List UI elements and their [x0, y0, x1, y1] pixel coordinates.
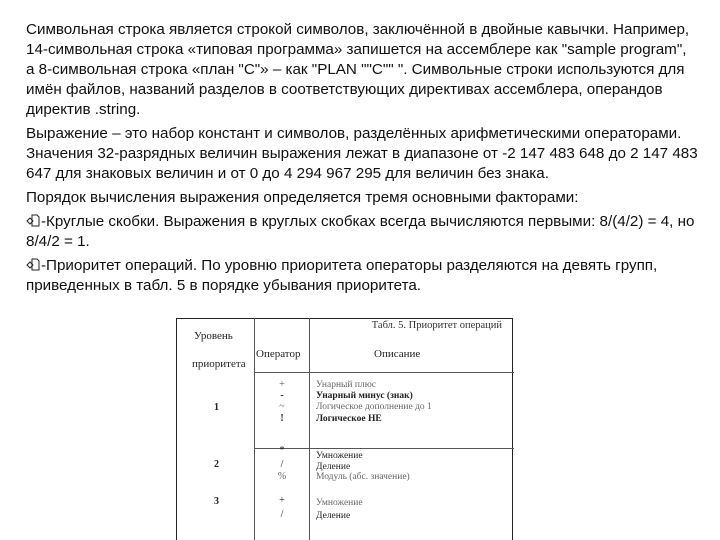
table-row-op: + — [279, 495, 285, 506]
diamond-page-icon — [26, 214, 40, 227]
table-row-op: * — [279, 445, 285, 456]
header-level-line1: Уровень — [194, 330, 233, 342]
level-1: 1 — [214, 402, 219, 413]
table-row-desc: Унарный минус (знак) — [316, 391, 413, 401]
header-level-line2: приоритета — [192, 358, 246, 370]
table-caption: Табл. 5. Приоритет операций — [371, 320, 502, 331]
table-row-op: / — [280, 509, 284, 520]
bullet-priority — [26, 256, 698, 296]
table-row-desc: Унарный плюс — [316, 380, 377, 390]
table-row-desc: Логическое дополнение до 1 — [316, 402, 432, 412]
table-row-desc: Умножение — [316, 451, 363, 461]
table-divider-level — [254, 318, 255, 540]
table-divider-header — [254, 372, 514, 373]
priority-table — [176, 318, 514, 540]
table-row-desc: Логическое НЕ — [316, 414, 382, 424]
table-row-op: + — [279, 379, 285, 390]
table-row-op: ~ — [279, 401, 285, 412]
table-row-op: - — [280, 390, 284, 401]
table-row-desc: Умножение — [316, 498, 363, 508]
table-row-op: ! — [280, 413, 284, 424]
document-body — [26, 20, 698, 300]
paragraph-expression: Выражение – это набор констант и символов, разделённых арифметическими операторами. Значения 32-разрядных величин выражения лежат в диапазоне от -2 147 483 648 до 2 147 483 647 для знаковых величин и от 0 до 4 294 967 295 для величин без знака. — [26, 125, 698, 182]
header-operator: Оператор — [256, 348, 301, 360]
bullet-priority-text: -Приоритет операций. По уровню приоритета операторы разделяются на девять групп, приведенных в табл. 5 в порядке убывания приоритета. — [26, 257, 658, 294]
bullet-parentheses — [26, 212, 698, 252]
table-row-op: % — [277, 471, 287, 482]
table-row-desc: Модуль (абс. значение) — [316, 472, 410, 482]
header-description: Описание — [374, 348, 421, 360]
paragraph-order: Порядок вычисления выражения определяется тремя основными факторами: — [26, 189, 579, 206]
table-row-op: / — [280, 459, 284, 470]
bullet-parentheses-text: -Круглые скобки. Выражения в круглых скобках всегда вычисляются первыми: 8/(4/2) = 4, но 8/4/2 = 1. — [26, 213, 695, 250]
paragraph-strings: Символьная строка является строкой символов, заключённой в двойные кавычки. Например, 14-символьная строка «типовая программа» запишется на ассемблере как "sample program", а 8-символьная строка «план "C"» – как "PLAN ""C"" ". Символьные строки используются для имён файлов, названий разделов в соответствующих директивах ассемблера, операндов директив .string. — [26, 21, 690, 118]
table-divider-operator — [309, 318, 310, 540]
table-row-desc: Деление — [316, 511, 351, 521]
table-row-desc: Деление — [316, 462, 351, 472]
diamond-page-icon — [26, 258, 40, 271]
level-2: 2 — [214, 459, 219, 470]
level-3: 3 — [214, 496, 219, 507]
